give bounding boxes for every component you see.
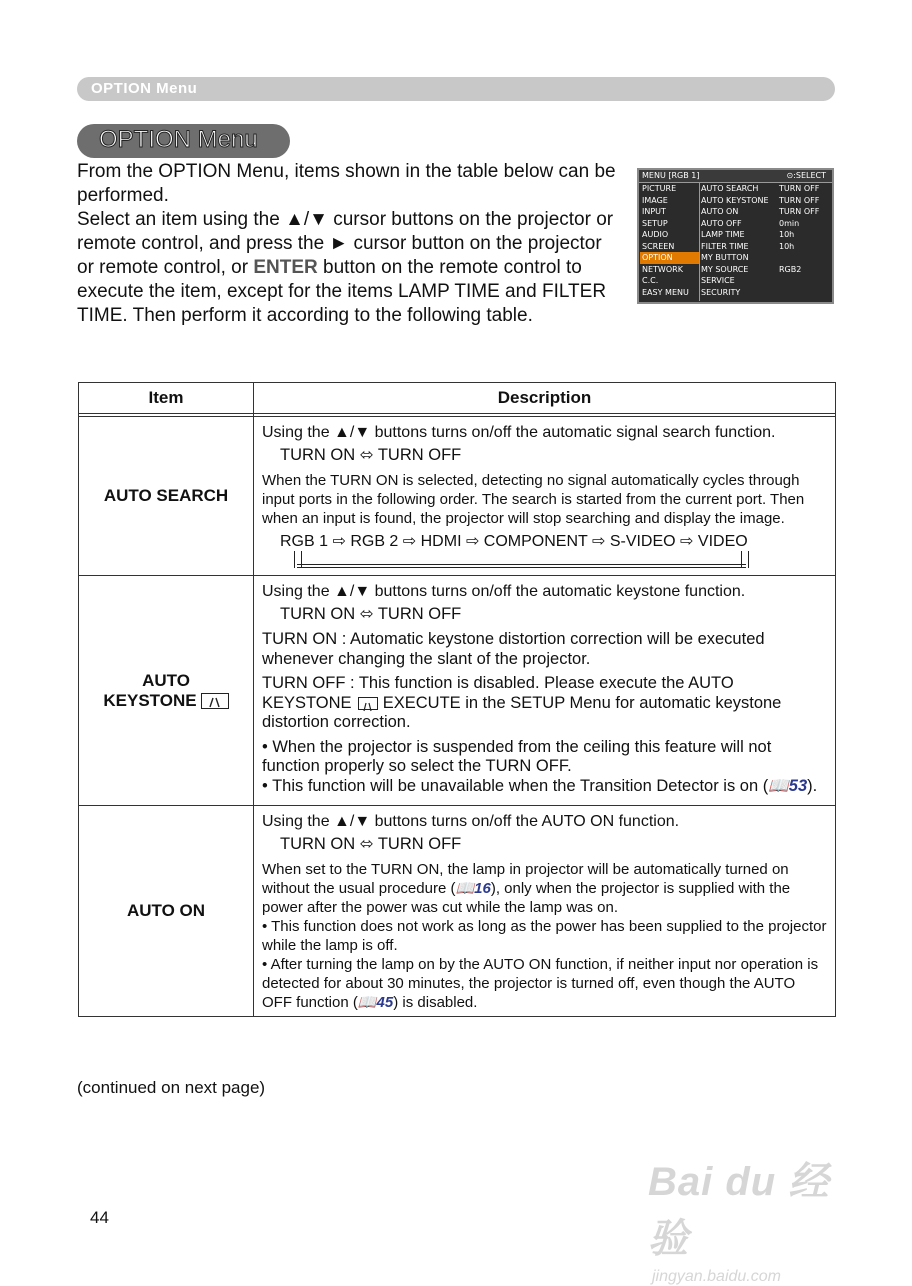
item-auto-keystone-line2	[79, 691, 253, 711]
intro-paragraph-1: From the OPTION Menu, items shown in the table below can be performed.	[77, 161, 616, 206]
osd-title: MENU [RGB 1]	[642, 171, 700, 180]
osd-option-row	[700, 252, 831, 264]
osd-option-row	[700, 275, 831, 287]
osd-title-bar	[639, 170, 832, 183]
intro-paragraph-2	[77, 208, 622, 328]
enter-button-label: ENTER	[253, 257, 318, 278]
osd-option-name: AUTO KEYSTONE	[701, 195, 769, 205]
cycle-arrow-right	[741, 551, 749, 568]
auto-on-detail-1	[262, 860, 827, 917]
osd-menu-item: C.C.	[642, 276, 659, 285]
osd-option-value: TURN OFF	[779, 184, 820, 193]
off-text-a: TURN OFF : This function is disabled. Please execute the AUTO KEYSTONE	[262, 674, 734, 712]
osd-select-hint: ⊙:SELECT	[786, 171, 826, 180]
item-auto-search: AUTO SEARCH	[79, 417, 254, 576]
continued-note: (continued on next page)	[77, 1078, 266, 1097]
osd-option-name: LAMP TIME	[701, 230, 745, 239]
osd-option-name: AUTO SEARCH	[701, 184, 759, 193]
desc-auto-search	[254, 417, 836, 576]
osd-option-name: MY BUTTON	[701, 253, 749, 262]
osd-option-value: 0min	[779, 218, 800, 228]
osd-menu-item: IMAGE	[642, 195, 668, 205]
auto-keystone-toggle: TURN ON ⬄ TURN OFF	[280, 605, 462, 623]
osd-menu-item: INPUT	[642, 207, 666, 216]
osd-option-row	[700, 183, 831, 195]
auto-keystone-off-text	[262, 674, 827, 733]
item-auto-keystone-line1: AUTO	[142, 670, 190, 690]
auto-on-detail-2: • This function does not work as long as the power has been supplied to the projector while the lamp is off.	[262, 918, 827, 954]
d1-b: ), only when the projector is supplied with the power after the power was cut while the lamp was on.	[262, 880, 791, 916]
osd-option-name: AUTO OFF	[701, 218, 742, 228]
baidu-watermark-logo	[648, 1150, 858, 1285]
osd-option-value: 10h	[779, 241, 795, 251]
osd-menu-item: SCREEN	[642, 241, 675, 251]
auto-search-cycle: RGB 1 ⇨ RGB 2 ⇨ HDMI ⇨ COMPONENT ⇨ S-VIDEO ⇨ VIDEO	[280, 533, 748, 550]
osd-option-row	[700, 287, 831, 299]
table-header-row	[79, 383, 836, 414]
osd-option-value: TURN OFF	[779, 195, 820, 205]
intro-text	[77, 160, 622, 328]
osd-menu-list	[640, 183, 700, 301]
auto-keystone-lead: Using the ▲/▼ buttons turns on/off the automatic keystone function.	[262, 583, 746, 600]
keystone-icon	[358, 697, 378, 710]
item-auto-keystone-label: KEYSTONE	[103, 690, 197, 710]
osd-option-name: SECURITY	[701, 287, 741, 297]
d3-b: ) is disabled.	[393, 994, 478, 1011]
osd-menu-item: EASY MENU	[642, 287, 689, 297]
auto-on-toggle: TURN ON ⬄ TURN OFF	[280, 835, 462, 853]
page-ref-16[interactable]: 📖16	[455, 880, 491, 897]
watermark-brand: Bai du 经验	[648, 1160, 830, 1261]
col-header-item: Item	[79, 383, 254, 414]
page-ref-45[interactable]: 📖45	[357, 994, 394, 1011]
desc-auto-on	[254, 806, 836, 1017]
osd-option-value: 10h	[779, 230, 795, 239]
desc-auto-keystone	[254, 576, 836, 806]
watermark-url: jingyan.baidu.com	[652, 1268, 781, 1285]
auto-search-lead: Using the ▲/▼ buttons turns on/off the automatic signal search function.	[262, 424, 776, 441]
osd-menu-item: PICTURE	[642, 184, 677, 193]
osd-menu-item: SETUP	[642, 218, 668, 228]
auto-search-detail: When the TURN ON is selected, detecting no signal automatically cycles through input ports in the following order. The search is started from the current port. Then when an input is found, the projector will stop searching and display the image.	[262, 472, 805, 527]
auto-on-detail-3	[262, 955, 827, 1012]
d3-a: • After turning the lamp on by the AUTO ON function, if neither input nor operation is detected for about 30 minutes, the projector is turned off, even though the AUTO OFF function (	[262, 956, 819, 1011]
keystone-icon	[201, 693, 229, 709]
auto-keystone-note2	[262, 777, 827, 797]
osd-menu-screenshot	[637, 168, 834, 304]
table-row-auto-on	[79, 806, 836, 1017]
osd-option-name: AUTO ON	[701, 207, 739, 216]
osd-option-value: TURN OFF	[779, 207, 820, 216]
d1-a: When set to the TURN ON, the lamp in projector will be automatically turned on without the usual procedure (	[262, 861, 789, 897]
osd-option-list	[700, 183, 831, 301]
cycle-arrow-line	[297, 564, 746, 568]
running-header	[77, 77, 835, 101]
table-row-auto-keystone	[79, 576, 836, 806]
item-auto-keystone	[79, 576, 254, 806]
auto-keystone-note1: • When the projector is suspended from the ceiling this feature will not function properly so select the TURN OFF.	[262, 737, 772, 775]
intro-p2-a: Select an item using the ▲/▼ cursor buttons on the projector or remote control, and press the ► cursor button on the projector or remote control, or	[77, 209, 614, 278]
osd-option-row	[700, 218, 831, 230]
off-text-b: EXECUTE in the SETUP Menu for automatic keystone distortion correction.	[262, 693, 782, 731]
osd-option-name: FILTER TIME	[701, 241, 749, 251]
page-number: 44	[90, 1208, 109, 1227]
auto-search-toggle: TURN ON ⬄ TURN OFF	[280, 446, 462, 464]
osd-option-row	[700, 195, 831, 207]
osd-option-row	[700, 241, 831, 253]
cycle-return-arrow	[294, 551, 749, 571]
osd-option-row	[700, 229, 831, 241]
osd-menu-item: NETWORK	[642, 264, 683, 274]
item-auto-on: AUTO ON	[79, 806, 254, 1017]
osd-option-name: MY SOURCE	[701, 264, 749, 274]
auto-on-lead: Using the ▲/▼ buttons turns on/off the AUTO ON function.	[262, 813, 680, 830]
col-header-description: Description	[254, 383, 836, 414]
section-title-pill	[77, 124, 290, 158]
note2-b: ).	[807, 776, 818, 795]
note2-a: • This function will be unavailable when the Transition Detector is on (	[262, 776, 769, 795]
intro-p2-b: button on the remote control to execute the item, except for the items LAMP TIME and FILTER TIME. Then perform it according to the following table.	[77, 257, 607, 326]
osd-option-row	[700, 264, 831, 276]
osd-option-name: SERVICE	[701, 276, 735, 285]
section-title: OPTION Menu	[99, 126, 258, 153]
osd-option-row	[700, 206, 831, 218]
page-ref-53[interactable]: 📖53	[768, 776, 808, 795]
running-header-label: OPTION Menu	[91, 80, 198, 97]
osd-menu-item: OPTION	[640, 252, 699, 264]
option-table	[78, 382, 836, 1017]
osd-menu-item: AUDIO	[642, 230, 669, 239]
auto-keystone-on-text: TURN ON : Automatic keystone distortion correction will be executed whenever changing the slant of the projector.	[262, 630, 765, 668]
osd-option-value: RGB2	[779, 264, 802, 274]
table-row-auto-search	[79, 417, 836, 576]
